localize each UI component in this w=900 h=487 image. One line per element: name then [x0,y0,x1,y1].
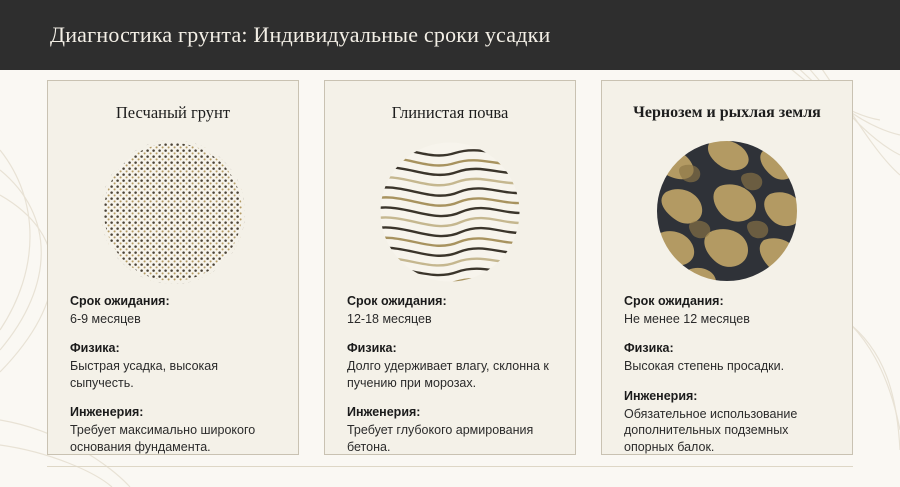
field-physics [347,340,561,391]
clay-waves-circle-icon [375,137,525,287]
field-physics [624,340,838,374]
page-title: Диагностика грунта: Индивидуальные сроки усадки [50,22,551,47]
field-label-engineering: Инженерия: [347,405,421,420]
field-waiting [70,293,284,327]
card-clay-soil [324,80,576,455]
field-waiting [624,293,838,327]
field-value-waiting: 6-9 месяцев [70,311,141,326]
field-value-engineering: Обязательное использование дополнительных подземных опорных балок. [624,406,798,454]
field-waiting [347,293,561,327]
field-label-engineering: Инженерия: [70,405,144,420]
card-title: Глинистая почва [391,103,509,122]
field-value-physics: Высокая степень просадки. [624,359,785,374]
cards-container [47,80,853,455]
card-sandy-soil [47,80,299,455]
field-label-physics: Физика: [624,341,674,356]
field-label-waiting: Срок ожидания: [624,294,724,308]
field-physics [70,340,284,391]
field-value-waiting: 12-18 месяцев [347,311,432,326]
field-label-waiting: Срок ожидания: [347,294,447,308]
field-label-waiting: Срок ожидания: [70,294,170,308]
field-value-engineering: Требует глубокого армирования бетона. [347,423,534,454]
field-value-physics: Быстрая усадка, высокая сыпучесть. [70,359,218,390]
field-value-waiting: Не менее 12 месяцев [624,311,750,326]
field-engineering [70,404,284,455]
field-label-engineering: Инженерия: [624,388,698,403]
card-body [70,293,284,455]
field-label-physics: Физика: [70,341,120,356]
field-value-engineering: Требует максимально широкого основания фундамента. [70,423,256,454]
card-title: Песчаный грунт [115,103,231,122]
card-chernozem-soil [601,80,853,455]
sand-dots-circle-icon [98,137,248,287]
footer-divider [47,466,853,467]
card-title: Чернозем и рыхлая земля [633,104,821,121]
card-body [624,293,838,455]
chernozem-camo-circle-icon [652,136,802,286]
field-engineering [347,404,561,455]
field-engineering [624,388,838,455]
card-body [347,293,561,455]
field-label-physics: Физика: [347,341,397,356]
field-value-physics: Долго удерживает влагу, склонна к пучению при морозах. [347,359,549,390]
